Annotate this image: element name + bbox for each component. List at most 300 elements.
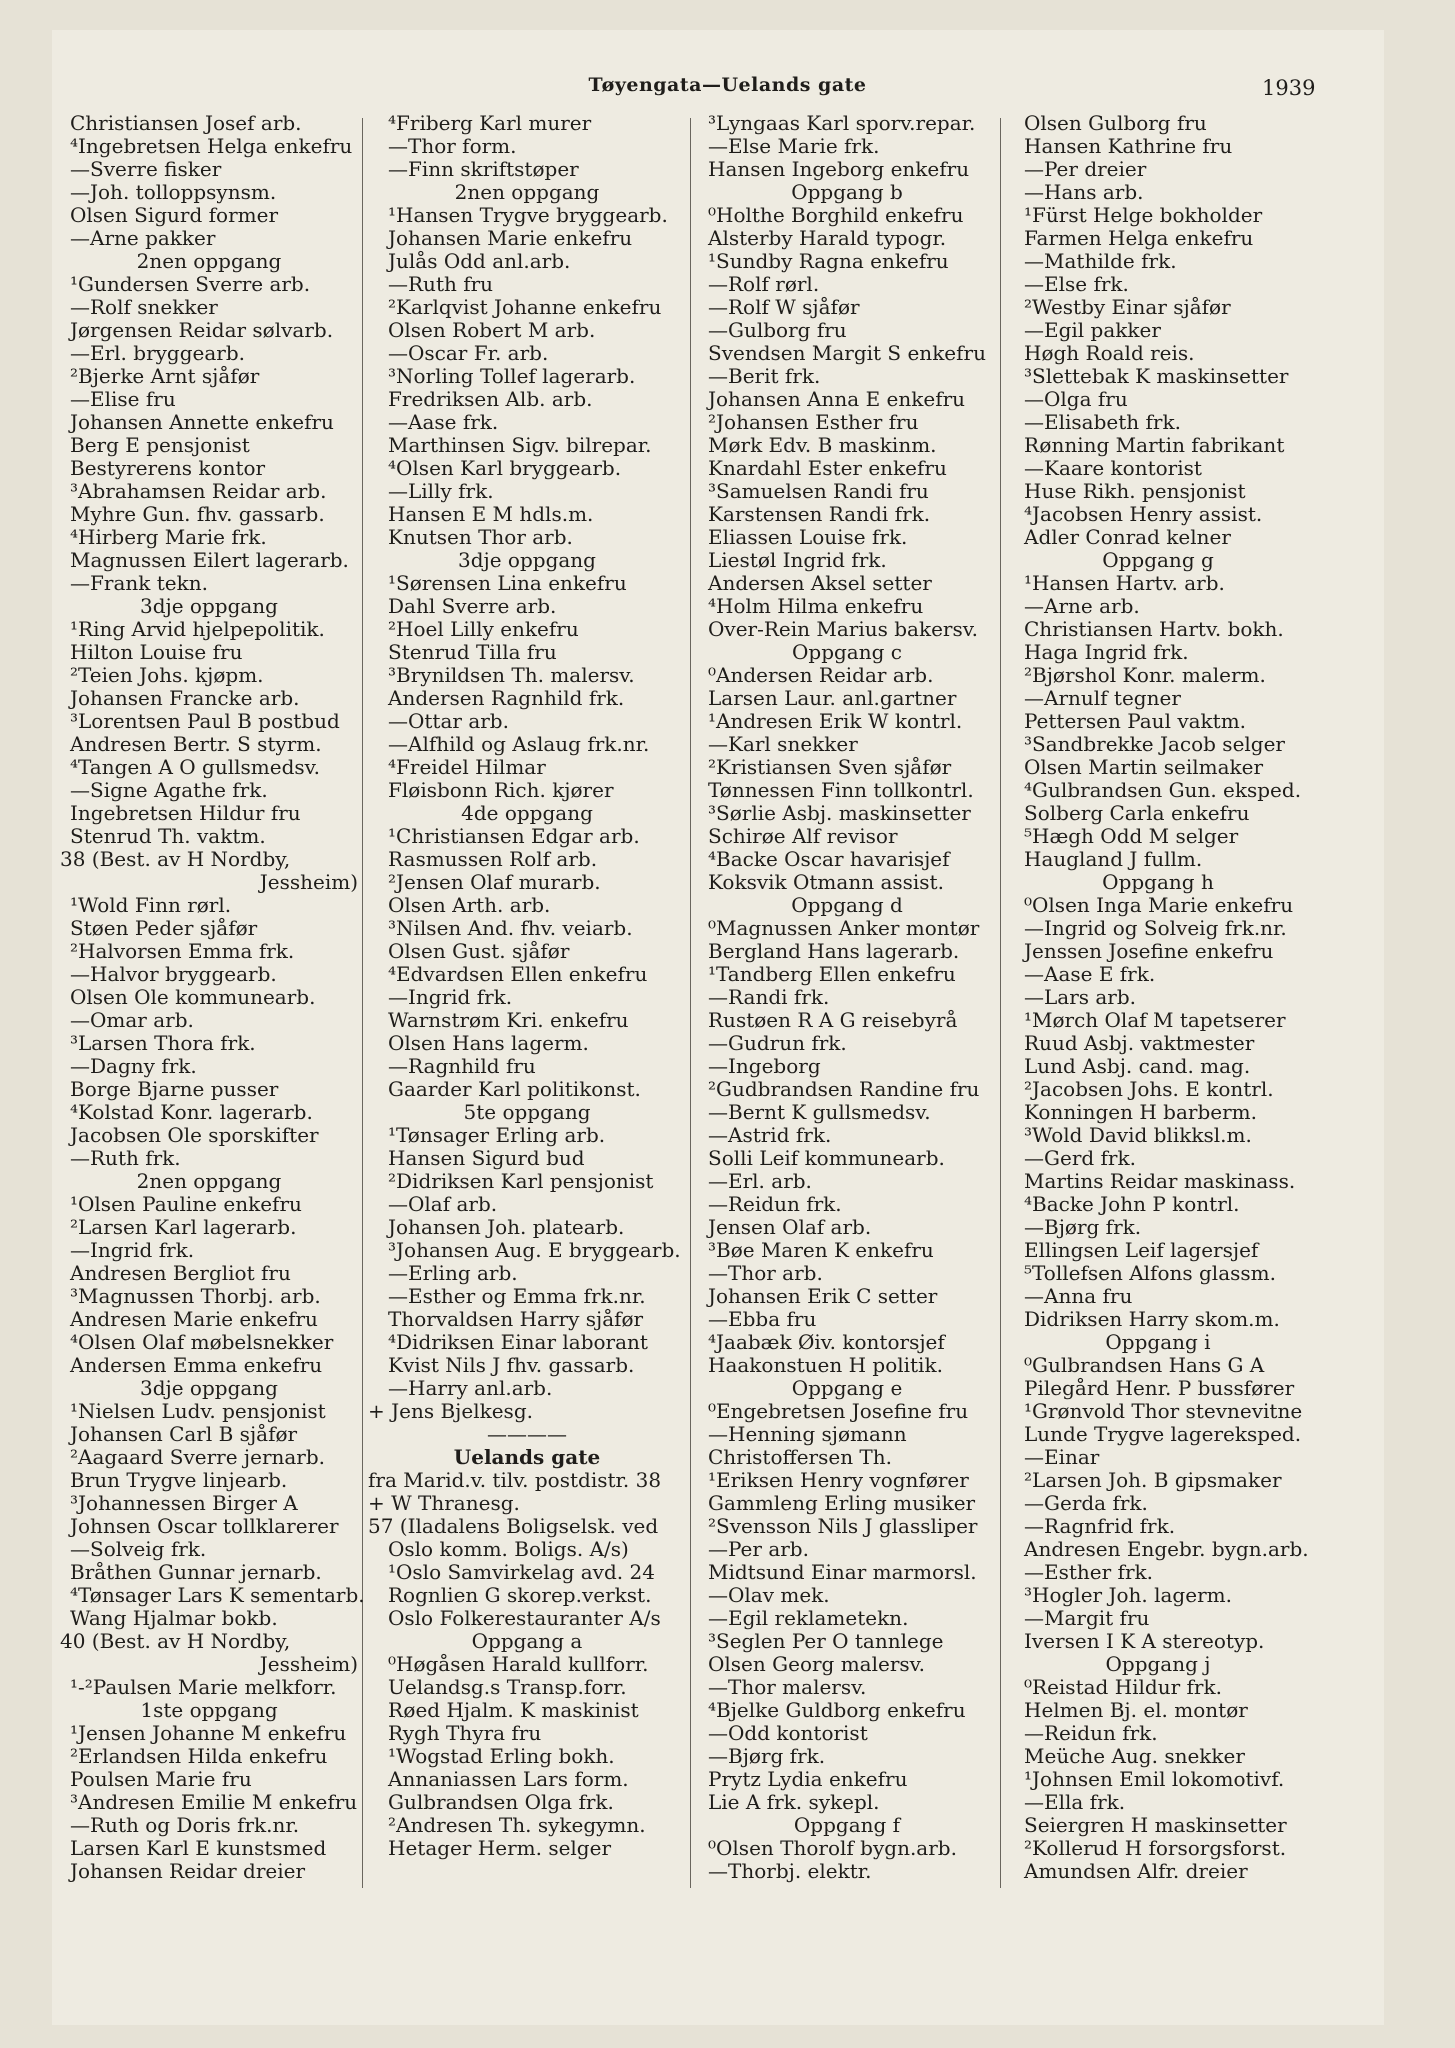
resident-entry: —Thor form. xyxy=(388,134,517,158)
resident-entry: Hansen Sigurd bud xyxy=(388,1146,585,1170)
resident-entry: Schirøe Alf revisor xyxy=(708,824,898,848)
resident-entry: Mørk Edv. B maskinm. xyxy=(708,433,937,457)
resident-entry: Rønning Martin fabrikant xyxy=(1024,433,1285,457)
resident-entry: Koksvik Otmann assist. xyxy=(708,870,944,894)
resident-entry: ¹Jensen Johanne M enkefru xyxy=(70,1721,347,1745)
resident-entry: Andresen Bergliot fru xyxy=(70,1261,291,1285)
resident-entry: —Margit fru xyxy=(1024,1606,1150,1630)
resident-entry: Solberg Carla enkefru xyxy=(1024,801,1250,825)
resident-entry: Olsen Robert M arb. xyxy=(388,318,596,342)
resident-entry: Poulsen Marie fru xyxy=(70,1767,252,1791)
resident-entry: —Bjørg frk. xyxy=(708,1744,826,1768)
resident-entry: —Ragnhild fru xyxy=(388,1054,536,1078)
resident-entry: ²Larsen Joh. B gipsmaker xyxy=(1024,1468,1282,1492)
section-heading: Oppgang d xyxy=(791,893,903,917)
resident-entry: —Gulborg fru xyxy=(708,318,847,342)
resident-entry: ¹Mørch Olaf M tapetserer xyxy=(1024,1008,1286,1032)
resident-entry: Huse Rikh. pensjonist xyxy=(1024,479,1246,503)
resident-entry: Iversen I K A stereotyp. xyxy=(1024,1629,1265,1653)
resident-entry: Rognlien G skorep.verkst. xyxy=(388,1583,652,1607)
resident-entry: Prytz Lydia enkefru xyxy=(708,1767,908,1791)
resident-entry: ³Nilsen And. fhv. veiarb. xyxy=(388,916,633,940)
resident-entry: ³Seglen Per O tannlege xyxy=(708,1629,944,1653)
resident-entry: Meüche Aug. snekker xyxy=(1024,1744,1245,1768)
resident-entry: ⁴Backe Oscar havarisjef xyxy=(708,847,950,871)
resident-entry: ⁰Høgåsen Harald kullforr. xyxy=(388,1652,649,1676)
resident-entry: Bestyrerens kontor xyxy=(70,456,266,480)
resident-entry: Røed Hjalm. K maskinist xyxy=(388,1698,639,1722)
resident-entry: Christiansen Hartv. bokh. xyxy=(1024,617,1284,641)
resident-entry: —Gerda frk. xyxy=(1024,1491,1148,1515)
resident-entry: —Arne arb. xyxy=(1024,594,1140,618)
resident-entry: Jørgensen Reidar sølvarb. xyxy=(70,318,334,342)
resident-entry: Myhre Gun. fhv. gassarb. xyxy=(70,502,325,526)
resident-entry: ⁰Holthe Borghild enkefru xyxy=(708,203,964,227)
resident-entry: Konningen H barberm. xyxy=(1024,1100,1257,1124)
resident-entry: Wang Hjalmar bokb. xyxy=(70,1606,278,1630)
resident-entry: Andresen Marie enkefru xyxy=(70,1307,318,1331)
resident-entry: ¹-²Paulsen Marie melkforr. xyxy=(70,1675,337,1699)
cross-street: + Jens Bjelkesg. xyxy=(368,1399,533,1423)
resident-entry: ²Westby Einar sjåfør xyxy=(1024,295,1231,319)
resident-entry: Olsen Georg malersv. xyxy=(708,1652,925,1676)
resident-entry: Olsen Martin seilmaker xyxy=(1024,755,1264,779)
resident-entry: Midtsund Einar marmorsl. xyxy=(708,1560,977,1584)
section-heading: Oppgang h xyxy=(1102,870,1214,894)
resident-entry: Ruud Asbj. vaktmester xyxy=(1024,1031,1255,1055)
resident-entry: ³Abrahamsen Reidar arb. xyxy=(70,479,327,503)
resident-entry: Didriksen Harry skom.m. xyxy=(1024,1307,1280,1331)
resident-entry: ³Samuelsen Randi fru xyxy=(708,479,929,503)
section-heading: 3dje oppgang xyxy=(458,548,596,572)
resident-entry: —Ingeborg xyxy=(708,1054,821,1078)
resident-entry: ²Jensen Olaf murarb. xyxy=(388,870,601,894)
address-continuation: Jessheim) xyxy=(259,870,358,894)
resident-entry: Berg E pensjonist xyxy=(70,433,250,457)
resident-entry: Marthinsen Sigv. bilrepar. xyxy=(388,433,652,457)
resident-entry: Olsen Gulborg fru xyxy=(1024,111,1207,135)
section-heading: 4de oppgang xyxy=(461,801,593,825)
resident-entry: ²Gudbrandsen Randine fru xyxy=(708,1077,980,1101)
resident-entry: Rasmussen Rolf arb. xyxy=(388,847,598,871)
resident-entry: ³Sandbrekke Jacob selger xyxy=(1024,732,1285,756)
resident-entry: Olsen Arth. arb. xyxy=(388,893,551,917)
resident-entry: ¹Ring Arvid hjelpepolitik. xyxy=(70,617,325,641)
resident-entry: Eliassen Louise frk. xyxy=(708,525,908,549)
resident-entry: Karstensen Randi frk. xyxy=(708,502,931,526)
resident-entry: —Alfhild og Aslaug frk.nr. xyxy=(388,732,650,756)
resident-entry: Stenrud Th. vaktm. xyxy=(70,824,266,848)
resident-entry: ³Lorentsen Paul B postbud xyxy=(70,709,340,733)
resident-entry: ³Johansen Aug. E bryggearb. xyxy=(388,1238,681,1262)
resident-entry: —Else Marie frk. xyxy=(708,134,880,158)
resident-entry: Johansen Reidar dreier xyxy=(70,1859,306,1883)
resident-entry: Andersen Aksel setter xyxy=(708,571,932,595)
resident-entry: ⁴Jaabæk Øiv. kontorsjef xyxy=(708,1330,945,1354)
address-number: 40 (Best. av H Nordby, xyxy=(60,1629,291,1653)
resident-entry: ³Bøe Maren K enkefru xyxy=(708,1238,934,1262)
resident-entry: ⁰Gulbrandsen Hans G A xyxy=(1024,1353,1265,1377)
resident-entry: ²Bjerke Arnt sjåfør xyxy=(70,364,260,388)
resident-entry: Pettersen Paul vaktm. xyxy=(1024,709,1247,733)
resident-entry: —Aase E frk. xyxy=(1024,962,1156,986)
column-divider xyxy=(690,118,691,1888)
resident-entry: ¹Hansen Hartv. arb. xyxy=(1024,571,1225,595)
page-year: 1939 xyxy=(1262,76,1316,100)
section-heading: Oppgang c xyxy=(792,640,902,664)
resident-entry: —Reidun frk. xyxy=(708,1192,842,1216)
resident-entry: ¹Nielsen Ludv. pensjonist xyxy=(70,1399,326,1423)
resident-entry: ⁰Olsen Thorolf bygn.arb. xyxy=(708,1836,957,1860)
resident-entry: ⁴Tønsager Lars K sementarb. xyxy=(70,1583,365,1607)
resident-entry: Haakonstuen H politik. xyxy=(708,1353,943,1377)
resident-entry: ¹Sørensen Lina enkefru xyxy=(388,571,627,595)
address-number: fra Marid.v. tilv. postdistr. 38 xyxy=(368,1468,662,1492)
resident-entry: ³Magnussen Thorbj. arb. xyxy=(70,1284,321,1308)
resident-entry: —Rolf W sjåfør xyxy=(708,295,860,319)
resident-entry: Johansen Erik C setter xyxy=(708,1284,938,1308)
resident-entry: —Solveig frk. xyxy=(70,1537,207,1561)
resident-entry: Fredriksen Alb. arb. xyxy=(388,387,593,411)
resident-entry: —Esther og Emma frk.nr. xyxy=(388,1284,646,1308)
resident-entry: —Anna fru xyxy=(1024,1284,1133,1308)
column-divider xyxy=(362,118,363,1888)
resident-entry: ⁴Friberg Karl murer xyxy=(388,111,592,135)
resident-entry: Hansen Ingeborg enkefru xyxy=(708,157,970,181)
resident-entry: ²Karlqvist Johanne enkefru xyxy=(388,295,662,319)
resident-entry: Solli Leif kommunearb. xyxy=(708,1146,945,1170)
resident-entry: —Thorbj. elektr. xyxy=(708,1859,872,1883)
column-divider xyxy=(1000,118,1001,1888)
resident-entry: Tønnessen Finn tollkontrl. xyxy=(708,778,974,802)
resident-entry: Andresen Bertr. S styrm. xyxy=(70,732,322,756)
resident-entry: Fløisbonn Rich. kjører xyxy=(388,778,614,802)
resident-entry: ⁴Olsen Olaf møbelsnekker xyxy=(70,1330,334,1354)
resident-entry: —Ingrid frk. xyxy=(70,1238,195,1262)
resident-entry: Larsen Laur. anl.gartner xyxy=(708,686,957,710)
resident-entry: ²Jacobsen Johs. E kontrl. xyxy=(1024,1077,1274,1101)
resident-entry: Hilton Louise fru xyxy=(70,640,243,664)
resident-entry: Christiansen Josef arb. xyxy=(70,111,302,135)
resident-entry: Larsen Karl E kunstsmed xyxy=(70,1836,327,1860)
resident-entry: —Ruth og Doris frk.nr. xyxy=(70,1813,300,1837)
resident-entry: Johansen Francke arb. xyxy=(70,686,300,710)
resident-entry: Warnstrøm Kri. enkefru xyxy=(388,1008,629,1032)
resident-entry: ²Andresen Th. sykegymn. xyxy=(388,1813,646,1837)
resident-entry: ¹Wold Finn rørl. xyxy=(70,893,232,917)
resident-entry: —Ottar arb. xyxy=(388,709,509,733)
resident-entry: —Ingrid frk. xyxy=(388,985,513,1009)
resident-entry: ³Larsen Thora frk. xyxy=(70,1031,256,1055)
resident-entry: ⁴Edvardsen Ellen enkefru xyxy=(388,962,648,986)
resident-entry: Hansen Kathrine fru xyxy=(1024,134,1233,158)
resident-entry: —Oscar Fr. arb. xyxy=(388,341,549,365)
resident-entry: ²Kollerud H forsorgsforst. xyxy=(1024,1836,1287,1860)
resident-entry: Jacobsen Ole sporskifter xyxy=(70,1123,319,1147)
address-continuation: Jessheim) xyxy=(259,1652,358,1676)
resident-entry: Kvist Nils J fhv. gassarb. xyxy=(388,1353,635,1377)
resident-entry: Haugland J fullm. xyxy=(1024,847,1203,871)
resident-entry: —Karl snekker xyxy=(708,732,858,756)
resident-entry: Andersen Ragnhild frk. xyxy=(388,686,625,710)
resident-entry: Liestøl Ingrid frk. xyxy=(708,548,887,572)
resident-entry: ²Erlandsen Hilda enkefru xyxy=(70,1744,328,1768)
resident-entry: ³Wold David blikksl.m. xyxy=(1024,1123,1252,1147)
resident-entry: ³Slettebak K maskinsetter xyxy=(1024,364,1289,388)
resident-entry: ²Aagaard Sverre jernarb. xyxy=(70,1445,326,1469)
resident-entry: Lunde Trygve lagereksped. xyxy=(1024,1422,1302,1446)
resident-entry: ³Lyngaas Karl sporv.repar. xyxy=(708,111,976,135)
resident-entry: —Olga fru xyxy=(1024,387,1128,411)
resident-entry: —Thor arb. xyxy=(708,1261,823,1285)
resident-entry: —Egil pakker xyxy=(1024,318,1161,342)
resident-entry: Høgh Roald reis. xyxy=(1024,341,1195,365)
resident-entry: —Randi frk. xyxy=(708,985,830,1009)
cross-street: + W Thranesg. xyxy=(368,1491,520,1515)
resident-entry: Farmen Helga enkefru xyxy=(1024,226,1254,250)
resident-entry: ¹Eriksen Henry vognfører xyxy=(708,1468,969,1492)
resident-entry: ¹Olsen Pauline enkefru xyxy=(70,1192,302,1216)
resident-entry: ²Teien Johs. kjøpm. xyxy=(70,663,264,687)
section-heading: 1ste oppgang xyxy=(140,1698,278,1722)
resident-entry: ⁴Gulbrandsen Gun. eksped. xyxy=(1024,778,1302,802)
resident-entry: Jensen Olaf arb. xyxy=(708,1215,872,1239)
resident-entry: Olsen Gust. sjåfør xyxy=(388,939,570,963)
resident-entry: ⁴Didriksen Einar laborant xyxy=(388,1330,648,1354)
resident-entry: —Mathilde frk. xyxy=(1024,249,1177,273)
resident-entry: Oslo Folkerestauranter A/s xyxy=(388,1606,661,1630)
section-heading: 2nen oppgang xyxy=(454,180,600,204)
resident-entry: ¹Andresen Erik W kontrl. xyxy=(708,709,963,733)
section-heading: Oppgang g xyxy=(1102,548,1214,572)
resident-entry: Ingebretsen Hildur fru xyxy=(70,801,301,825)
resident-entry: —Lilly frk. xyxy=(388,479,494,503)
resident-entry: —Gudrun frk. xyxy=(708,1031,847,1055)
resident-entry: Thorvaldsen Harry sjåfør xyxy=(388,1307,644,1331)
resident-entry: ²Didriksen Karl pensjonist xyxy=(388,1169,654,1193)
street-heading: Uelands gate xyxy=(453,1445,601,1469)
resident-entry: —Olav mek. xyxy=(708,1583,830,1607)
resident-entry: ⁴Ingebretsen Helga enkefru xyxy=(70,134,353,158)
resident-entry: Helmen Bj. el. montør xyxy=(1024,1698,1248,1722)
resident-entry: Seiergren H maskinsetter xyxy=(1024,1813,1287,1837)
resident-entry: —Rolf rørl. xyxy=(708,272,820,296)
resident-entry: ⁴Freidel Hilmar xyxy=(388,755,546,779)
section-heading: Oppgang j xyxy=(1105,1652,1211,1676)
resident-entry: ¹Sundby Ragna enkefru xyxy=(708,249,949,273)
resident-entry: ¹Tandberg Ellen enkefru xyxy=(708,962,956,986)
resident-entry: Martins Reidar maskinass. xyxy=(1024,1169,1296,1193)
resident-entry: —Lars arb. xyxy=(1024,985,1137,1009)
resident-entry: —Kaare kontorist xyxy=(1024,456,1202,480)
directory-column-3 xyxy=(698,112,996,1883)
resident-entry: —Egil reklametekn. xyxy=(708,1606,909,1630)
resident-entry: Brun Trygve linjearb. xyxy=(70,1468,288,1492)
resident-entry: Støen Peder sjåfør xyxy=(70,916,258,940)
resident-entry: Svendsen Margit S enkefru xyxy=(708,341,986,365)
resident-entry: ⁴Holm Hilma enkefru xyxy=(708,594,924,618)
page-title: Tøyengata—Uelands gate xyxy=(588,74,867,96)
resident-entry: —Per dreier xyxy=(1024,157,1147,181)
resident-entry: —Rolf snekker xyxy=(70,295,218,319)
resident-entry: —Sverre fisker xyxy=(70,157,222,181)
resident-entry: —Omar arb. xyxy=(70,1008,194,1032)
section-heading: Oppgang e xyxy=(791,1376,903,1400)
resident-entry: ³Johannessen Birger A xyxy=(70,1491,298,1515)
resident-entry: —Elise fru xyxy=(70,387,176,411)
resident-entry: Lie A frk. sykepl. xyxy=(708,1790,880,1814)
resident-entry: ¹Hansen Trygve bryggearb. xyxy=(388,203,668,227)
resident-entry: —Olaf arb. xyxy=(388,1192,498,1216)
resident-entry: Johansen Anna E enkefru xyxy=(708,387,966,411)
resident-entry: —Harry anl.arb. xyxy=(388,1376,553,1400)
directory-column-2 xyxy=(368,112,686,1860)
resident-entry: Gulbrandsen Olga frk. xyxy=(388,1790,614,1814)
resident-entry: Bergland Hans lagerarb. xyxy=(708,939,960,963)
resident-entry: ⁰Andersen Reidar arb. xyxy=(708,663,934,687)
resident-entry: ¹Gundersen Sverre arb. xyxy=(70,272,311,296)
resident-entry: Annaniassen Lars form. xyxy=(388,1767,629,1791)
resident-entry: Julås Odd anl.arb. xyxy=(388,249,571,273)
resident-entry: —Frank tekn. xyxy=(70,571,208,595)
resident-entry: ⁴Kolstad Konr. lagerarb. xyxy=(70,1100,313,1124)
resident-entry: Jenssen Josefine enkefru xyxy=(1024,939,1274,963)
resident-entry: ⁰Engebretsen Josefine fru xyxy=(708,1399,969,1423)
resident-entry: ¹Christiansen Edgar arb. xyxy=(388,824,640,848)
resident-entry: ²Halvorsen Emma frk. xyxy=(70,939,295,963)
resident-entry: ¹Grønvold Thor stevnevitne xyxy=(1024,1399,1303,1423)
resident-entry: ³Andresen Emilie M enkefru xyxy=(70,1790,358,1814)
resident-entry: —Ragnfrid frk. xyxy=(1024,1514,1176,1538)
directory-column-4 xyxy=(1008,112,1308,1883)
resident-entry: Andresen Engebr. bygn.arb. xyxy=(1024,1537,1309,1561)
section-heading: 2nen oppgang xyxy=(136,249,282,273)
resident-entry: —Per arb. xyxy=(708,1537,809,1561)
resident-entry: —Berit frk. xyxy=(708,364,821,388)
section-heading: ———— xyxy=(487,1422,567,1446)
resident-entry: ⁵Hægh Odd M selger xyxy=(1024,824,1239,848)
resident-entry: Adler Conrad kelner xyxy=(1024,525,1231,549)
address-number: 38 (Best. av H Nordby, xyxy=(60,847,291,871)
resident-entry: Johansen Carl B sjåfør xyxy=(70,1422,298,1446)
resident-entry: —Finn skriftstøper xyxy=(388,157,579,181)
resident-entry: —Joh. tolloppsynsm. xyxy=(70,180,277,204)
resident-entry: —Signe Agathe frk. xyxy=(70,778,268,802)
resident-entry: Johansen Joh. platearb. xyxy=(388,1215,625,1239)
resident-entry: Ellingsen Leif lagersjef xyxy=(1024,1238,1259,1262)
resident-entry: Over-Rein Marius bakersv. xyxy=(708,617,979,641)
resident-entry: —Ruth fru xyxy=(388,272,494,296)
resident-entry: ¹Tønsager Erling arb. xyxy=(388,1123,606,1147)
resident-entry: ⁴Hirberg Marie frk. xyxy=(70,525,267,549)
resident-entry: Haga Ingrid frk. xyxy=(1024,640,1189,664)
resident-entry: —Dagny frk. xyxy=(70,1054,197,1078)
resident-entry: Magnussen Eilert lagerarb. xyxy=(70,548,349,572)
resident-entry: Rustøen R A G reisebyrå xyxy=(708,1008,958,1032)
resident-entry: —Erling arb. xyxy=(388,1261,518,1285)
resident-entry: —Elisabeth frk. xyxy=(1024,410,1181,434)
resident-entry: ⁴Tangen A O gullsmedsv. xyxy=(70,755,320,779)
resident-entry: ²Svensson Nils J glassliper xyxy=(708,1514,978,1538)
resident-entry: —Arne pakker xyxy=(70,226,216,250)
resident-entry: —Hans arb. xyxy=(1024,180,1144,204)
resident-entry: Christoffersen Th. xyxy=(708,1445,893,1469)
resident-entry: Bråthen Gunnar jernarb. xyxy=(70,1560,322,1584)
address-number: 57 (Iladalens Boligselsk. ved xyxy=(368,1514,659,1538)
resident-entry: —Ingrid og Solveig frk.nr. xyxy=(1024,916,1287,940)
resident-entry: ⁰Reistad Hildur frk. xyxy=(1024,1675,1222,1699)
resident-entry: Johansen Marie enkefru xyxy=(388,226,633,250)
resident-entry: Oslo komm. Boligs. A/s) xyxy=(388,1537,629,1561)
section-heading: Oppgang b xyxy=(791,180,903,204)
resident-entry: Olsen Sigurd former xyxy=(70,203,278,227)
section-heading: 2nen oppgang xyxy=(136,1169,282,1193)
resident-entry: Borge Bjarne pusser xyxy=(70,1077,279,1101)
resident-entry: Hetager Herm. selger xyxy=(388,1836,612,1860)
resident-entry: —Ella frk. xyxy=(1024,1790,1126,1814)
resident-entry: Pilegård Henr. P bussfører xyxy=(1024,1376,1295,1400)
resident-entry: Johnsen Oscar tollklarerer xyxy=(70,1514,339,1538)
resident-entry: Olsen Hans lagerm. xyxy=(388,1031,589,1055)
resident-entry: Alsterby Harald typogr. xyxy=(708,226,947,250)
resident-entry: —Einar xyxy=(1024,1445,1100,1469)
resident-entry: Gammleng Erling musiker xyxy=(708,1491,976,1515)
resident-entry: Knutsen Thor arb. xyxy=(388,525,573,549)
resident-entry: ²Bjørshol Konr. malerm. xyxy=(1024,663,1266,687)
resident-entry: —Ebba fru xyxy=(708,1307,817,1331)
resident-entry: Gaarder Karl politikonst. xyxy=(388,1077,641,1101)
resident-entry: ³Norling Tollef lagerarb. xyxy=(388,364,636,388)
resident-entry: Amundsen Alfr. dreier xyxy=(1024,1859,1248,1883)
resident-entry: ⁴Olsen Karl bryggearb. xyxy=(388,456,622,480)
resident-entry: —Bjørg frk. xyxy=(1024,1215,1142,1239)
resident-entry: ⁵Tollefsen Alfons glassm. xyxy=(1024,1261,1276,1285)
section-heading: 3dje oppgang xyxy=(140,1376,278,1400)
resident-entry: —Arnulf tegner xyxy=(1024,686,1181,710)
resident-entry: Lund Asbj. cand. mag. xyxy=(1024,1054,1251,1078)
resident-entry: Dahl Sverre arb. xyxy=(388,594,557,618)
section-heading: Oppgang a xyxy=(471,1629,583,1653)
resident-entry: —Reidun frk. xyxy=(1024,1721,1158,1745)
resident-entry: Rygh Thyra fru xyxy=(388,1721,542,1745)
resident-entry: ⁴Backe John P kontrl. xyxy=(1024,1192,1240,1216)
resident-entry: —Odd kontorist xyxy=(708,1721,868,1745)
resident-entry: ¹Johnsen Emil lokomotivf. xyxy=(1024,1767,1285,1791)
resident-entry: —Bernt K gullsmedsv. xyxy=(708,1100,931,1124)
resident-entry: —Erl. bryggearb. xyxy=(70,341,246,365)
resident-entry: ⁰Olsen Inga Marie enkefru xyxy=(1024,893,1294,917)
section-heading: 5te oppgang xyxy=(463,1100,591,1124)
resident-entry: —Thor malersv. xyxy=(708,1675,867,1699)
resident-entry: Johansen Annette enkefru xyxy=(70,410,334,434)
resident-entry: Uelandsg.s Transp.forr. xyxy=(388,1675,627,1699)
resident-entry: Hansen E M hdls.m. xyxy=(388,502,594,526)
resident-entry: Stenrud Tilla fru xyxy=(388,640,557,664)
resident-entry: —Henning sjømann xyxy=(708,1422,907,1446)
resident-entry: —Halvor bryggearb. xyxy=(70,962,277,986)
section-heading: Oppgang f xyxy=(793,1813,901,1837)
resident-entry: —Astrid frk. xyxy=(708,1123,832,1147)
section-heading: 3dje oppgang xyxy=(140,594,278,618)
resident-entry: Olsen Ole kommunearb. xyxy=(70,985,316,1009)
resident-entry: ²Hoel Lilly enkefru xyxy=(388,617,579,641)
resident-entry: ⁰Magnussen Anker montør xyxy=(708,916,980,940)
resident-entry: ¹Wogstad Erling bokh. xyxy=(388,1744,615,1768)
resident-entry: ²Kristiansen Sven sjåfør xyxy=(708,755,952,779)
resident-entry: ⁴Jacobsen Henry assist. xyxy=(1024,502,1263,526)
resident-entry: —Gerd frk. xyxy=(1024,1146,1136,1170)
resident-entry: —Aase frk. xyxy=(388,410,499,434)
